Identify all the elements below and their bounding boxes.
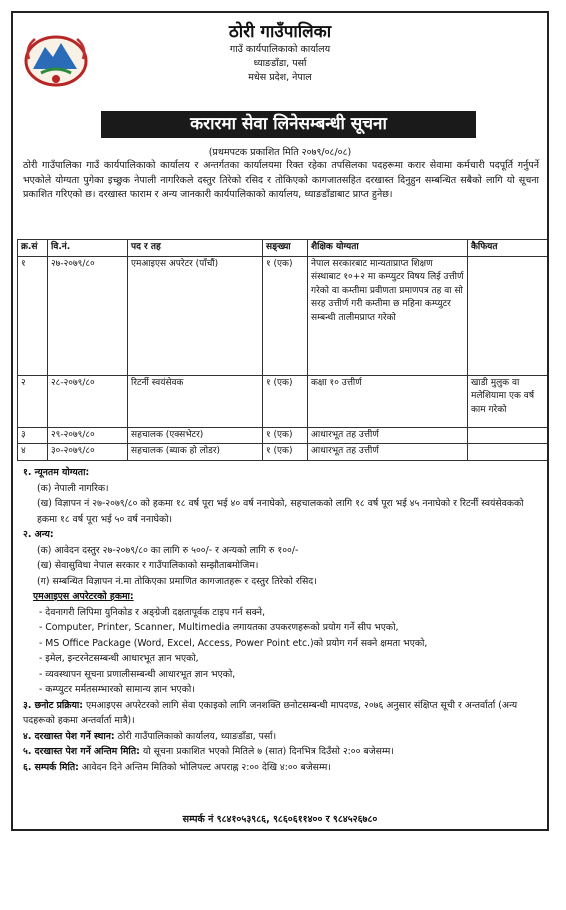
section-item: (ख) विज्ञापन नं २७-२०७९/८० को हकमा १८ वर्ष पूरा भई ४० वर्ष ननाघेको, सहचालकको लागि १८ वर्ष पूरा भई ४५ ननाघेको र रिटर्नी स्वयंसेवकको हकमा १८ वर्ष पूरा भई ५० वर्ष ननाघेको। — [37, 498, 524, 525]
section-label: ४. दरखास्त पेश गर्ने स्थान: — [23, 730, 115, 742]
cell-qualification: आधारभूत तह उत्तीर्ण — [308, 427, 468, 444]
cell-sn: २ — [18, 375, 48, 427]
cell-count: १ (एक) — [263, 427, 308, 444]
cell-qualification: कक्षा १० उत्तीर्ण — [308, 375, 468, 427]
list-item: - कम्प्युटर मर्मतसम्भारको सामान्य ज्ञान भएको। — [39, 684, 195, 695]
section-contact-date — [23, 760, 539, 776]
province-line: मधेस प्रदेश, नेपाल — [248, 72, 312, 83]
section-submission-place — [23, 729, 539, 745]
cell-qualification: आधारभूत तह उत्तीर्ण — [308, 444, 468, 461]
list-item: - Computer, Printer, Scanner, Multimedia लगायतका उपकरणहरूको प्रयोग गर्ने सीप भएको, — [39, 622, 399, 633]
cell-count: १ (एक) — [263, 444, 308, 461]
section-selection-process — [23, 698, 539, 729]
section-item: (ख) सेवासुविधा नेपाल सरकार र गाउँपालिकाको सम्झौताबमोजिम। — [37, 560, 259, 571]
cell-remarks: खाडी मुलुक वा मलेशियामा एक वर्ष काम गरेको — [468, 375, 548, 427]
list-item: - व्यवस्थापन सूचना प्रणालीसम्बन्धी आधारभूत ज्ञान भएको, — [39, 668, 236, 680]
section-label: ६. सम्पर्क मिति: — [23, 761, 79, 773]
col-post: पद र तह — [128, 240, 263, 257]
cell-sn: ३ — [18, 427, 48, 444]
org-name: ठोरी गाउँपालिका — [228, 22, 332, 42]
cell-sn: ४ — [18, 444, 48, 461]
section-other-title: २. अन्य: — [23, 529, 54, 540]
office-place: ध्याङडाँडा, पर्सा — [253, 58, 307, 69]
notice-page — [11, 11, 549, 831]
section-item: (क) नेपाली नागरिक। — [37, 482, 109, 494]
section-deadline — [23, 744, 539, 760]
cell-remarks — [468, 256, 548, 375]
section-text: आवेदन दिने अन्तिम मितिको भोलिपल्ट अपराह्न २:०० देखि ४:०० बजेसम्म। — [81, 761, 331, 773]
table-header-row — [18, 240, 548, 257]
list-item: - इमेल, इन्टरनेटसम्बन्धी आधारभूत ज्ञान भएको, — [39, 653, 199, 664]
col-qualification: शैक्षिक योग्यता — [308, 240, 468, 257]
publish-date: (प्रथमपटक प्रकाशित मिति २०७९/०८/०८) — [208, 147, 352, 158]
vacancy-table — [17, 239, 548, 461]
cell-post: रिटर्नी स्वयंसेवक — [128, 375, 263, 427]
section-item: (ग) सम्बन्धित विज्ञापन नं.मा तोकिएका प्रमाणित कागजातहरू र दस्तुर तिरेको रसिद। — [37, 575, 317, 587]
table-row — [18, 444, 548, 461]
cell-remarks — [468, 427, 548, 444]
intro-paragraph: ठोरी गाउँपालिका गाउँ कार्यपालिकाको कार्यालय र अन्तर्गतका कार्यालयमा रिक्त रहेका तपसिलका पदहरूमा करार सेवामा कर्मचारी पदपूर्ति गर्नुपर्ने भएकोले योग्यता पुगेका इच्छुक नेपाली नागरिकले दस्तुर तिरेको रसिद र तोकिएको कागजातसहित दरखास्त दिनुहुन सम्बन्धित सबैको लागि यो सूचना प्रकाशित गरिएको छ। दरखास्त फाराम र अन्य जानकारी कार्यपालिकाको कार्यालय, ध्याङडाँडाबाट प्राप्त हुनेछ। — [23, 160, 539, 200]
table-row — [18, 375, 548, 427]
list-item: - देवनागरी लिपिमा युनिकोड र अङ्ग्रेजी दक्षतापूर्वक टाइप गर्न सक्ने, — [39, 606, 266, 618]
section-min-qualification-title: १. न्यूनतम योग्यता: — [23, 467, 90, 478]
cell-count: १ (एक) — [263, 256, 308, 375]
cell-post: सहचालक (एक्सभेटर) — [128, 427, 263, 444]
cell-count: १ (एक) — [263, 375, 308, 427]
notice-sections — [23, 465, 539, 775]
letterhead — [13, 13, 547, 117]
list-item: - MS Office Package (Word, Excel, Access, Power Point etc.)को प्रयोग गर्न सक्ने क्षमता भएको, — [39, 637, 428, 649]
section-text: ठोरी गाउँपालिकाको कार्यालय, ध्याङडाँडा, पर्सा। — [117, 730, 277, 742]
cell-ad-no: ३०-२०७९/८० — [48, 444, 128, 461]
cell-ad-no: २८-२०७९/८० — [48, 375, 128, 427]
cell-post: सहचालक (ब्याक हो लोडर) — [128, 444, 263, 461]
cell-ad-no: २७-२०७९/८० — [48, 256, 128, 375]
notice-title: करारमा सेवा लिनेसम्बन्धी सूचना — [101, 111, 476, 138]
cell-qualification: नेपाल सरकारबाट मान्यताप्राप्त शिक्षण संस्थाबाट १०+२ मा कम्प्युटर विषय लिई उत्तीर्ण गरेको वा कम्तीमा प्रवीणता प्रमाणपत्र तह वा सो सरह उत्तीर्ण गरी कम्तीमा छ महिना कम्प्युटर सम्बन्धी तालीमप्राप्त गरेको — [308, 256, 468, 375]
section-item: (क) आवेदन दस्तुर २७-२०७९/८० का लागि रु ५००/- र अन्यको लागि रु १००/- — [37, 544, 299, 556]
section-text: यो सूचना प्रकाशित भएको मितिले ७ (सात) दिनभित्र दिउँसो २:०० बजेसम्म। — [142, 746, 394, 757]
cell-sn: १ — [18, 256, 48, 375]
table-row — [18, 427, 548, 444]
table-row — [18, 256, 548, 375]
section-label: ३. छनोट प्रक्रिया: — [23, 699, 83, 711]
mis-requirements-heading: एमआइएस अपरेटरको हकमा: — [33, 591, 134, 602]
section-label: ५. दरखास्त पेश गर्ने अन्तिम मिति: — [23, 746, 140, 757]
col-remarks: कैफियत — [468, 240, 548, 257]
cell-ad-no: २९-२०७९/८० — [48, 427, 128, 444]
cell-remarks — [468, 444, 548, 461]
cell-post: एमआइएस अपरेटर (पाँचौं) — [128, 256, 263, 375]
contact-numbers: सम्पर्क नं ९८४१०५३९८६, ९८६०६११४०० र ९८४५२६७८० — [182, 814, 378, 825]
col-ad-no: वि.नं. — [48, 240, 128, 257]
col-sn: क्र.सं — [18, 240, 48, 257]
section-text: एमआइएस अपरेटरको लागि सेवा एकाइको लागि जनशक्ति छनोटसम्बन्धी मापदण्ड, २०७६ अनुसार संक्षिप्त सूची र अन्तर्वार्ता (अन्य पदहरूको हकमा अन्तर्वार्ता मात्रै)। — [23, 699, 518, 726]
col-count: सङ्ख्या — [263, 240, 308, 257]
office-name: गाउँ कार्यपालिकाको कार्यालय — [229, 44, 331, 55]
